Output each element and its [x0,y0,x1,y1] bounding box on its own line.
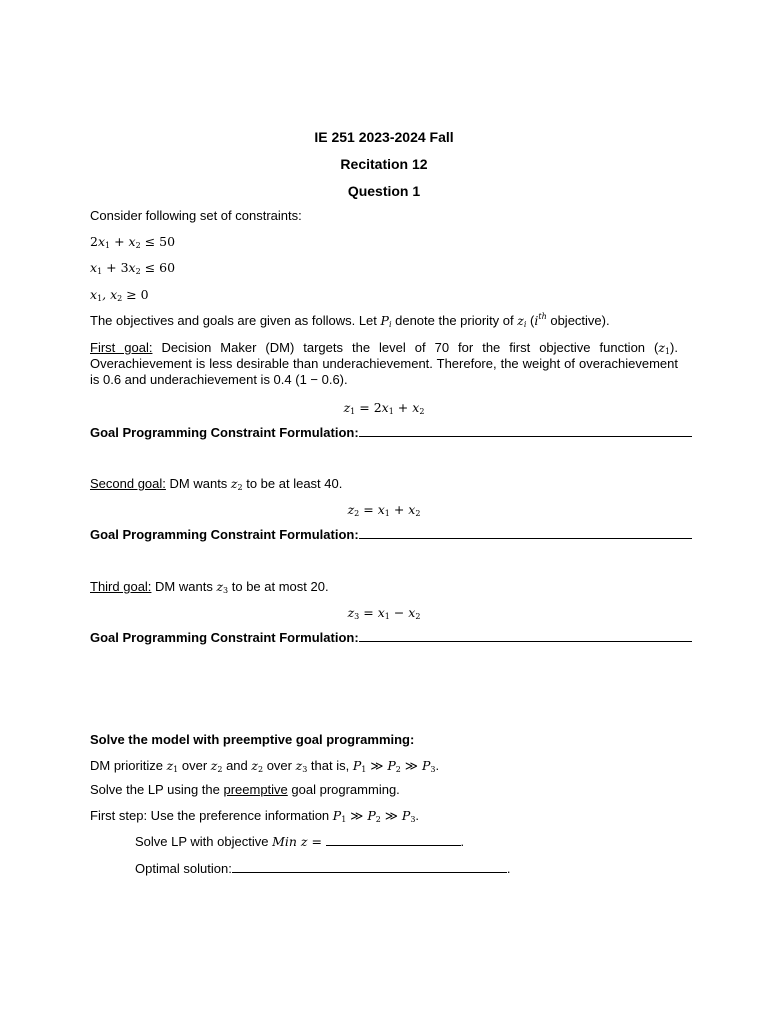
goal-3-answer-blank[interactable] [359,630,692,642]
optimal-solution-blank[interactable] [232,861,507,873]
goal-3-label: Third goal: [90,579,152,594]
constraint-1: $2x_1 + x_2 \le 50$ [90,234,176,250]
goal-2-label: Second goal: [90,476,166,491]
goal-1-formulation: Goal Programming Constraint Formulation: [90,425,692,441]
goal-2-formulation: Goal Programming Constraint Formulation: [90,527,692,543]
goal-3-description: Third goal: DM wants $z_3$ to be at most 20. [90,579,329,595]
solve-heading: Solve the model with preemptive goal programming: [90,732,415,747]
goal-2-equation: $z_2 = x_1 + x_2$ [347,502,421,518]
goal-1-answer-blank[interactable] [359,425,692,437]
first-step: First step: Use the preference information $P_1$ ≫ $P_2$ ≫ $P_3$. [90,808,420,824]
goal-1-equation: $z_1 = 2x_1 + x_2$ [343,400,425,416]
objective-answer-blank[interactable] [326,834,461,846]
optimal-solution: Optimal solution: . [135,861,511,876]
solve-lp-objective: Solve LP with objective Min z = . [135,834,465,849]
lp-instruction: Solve the LP using the preemptive goal programming. [90,782,400,797]
course-title: IE 251 2023-2024 Fall [314,129,454,145]
intro-text: Consider following set of constraints: [90,208,302,223]
goal-2-answer-blank[interactable] [359,527,692,539]
objectives-intro: The objectives and goals are given as follows. Let $P_i$ denote the priority of $z_i$ ($i^{th}$ objective). [90,312,610,329]
goal-2-description: Second goal: DM wants $z_2$ to be at least 40. [90,476,343,492]
priority-statement: DM prioritize $z_1$ over $z_2$ and $z_2$ over $z_3$ that is, $P_1$ ≫ $P_2$ ≫ $P_3$. [90,758,440,774]
constraint-3: $x_1$, $x_2 \ge 0$ [90,287,149,303]
goal-1-description: First goal: Decision Maker (DM) targets the level of 70 for the first objective function $(z_1)$. Overachievement is less desirable than underachievement. Therefore, the weight of overachievement is 0.6 and underachievement is 0.4 (1 − 0.6). [90,340,678,387]
goal-1-label: First goal: [90,340,153,355]
recitation-title: Recitation 12 [340,156,428,172]
constraint-2: $x_1 + 3x_2 \le 60$ [90,260,176,276]
goal-3-equation: $z_3 = x_1 - x_2$ [347,605,421,621]
goal-3-formulation: Goal Programming Constraint Formulation: [90,630,692,646]
question-title: Question 1 [347,183,421,199]
